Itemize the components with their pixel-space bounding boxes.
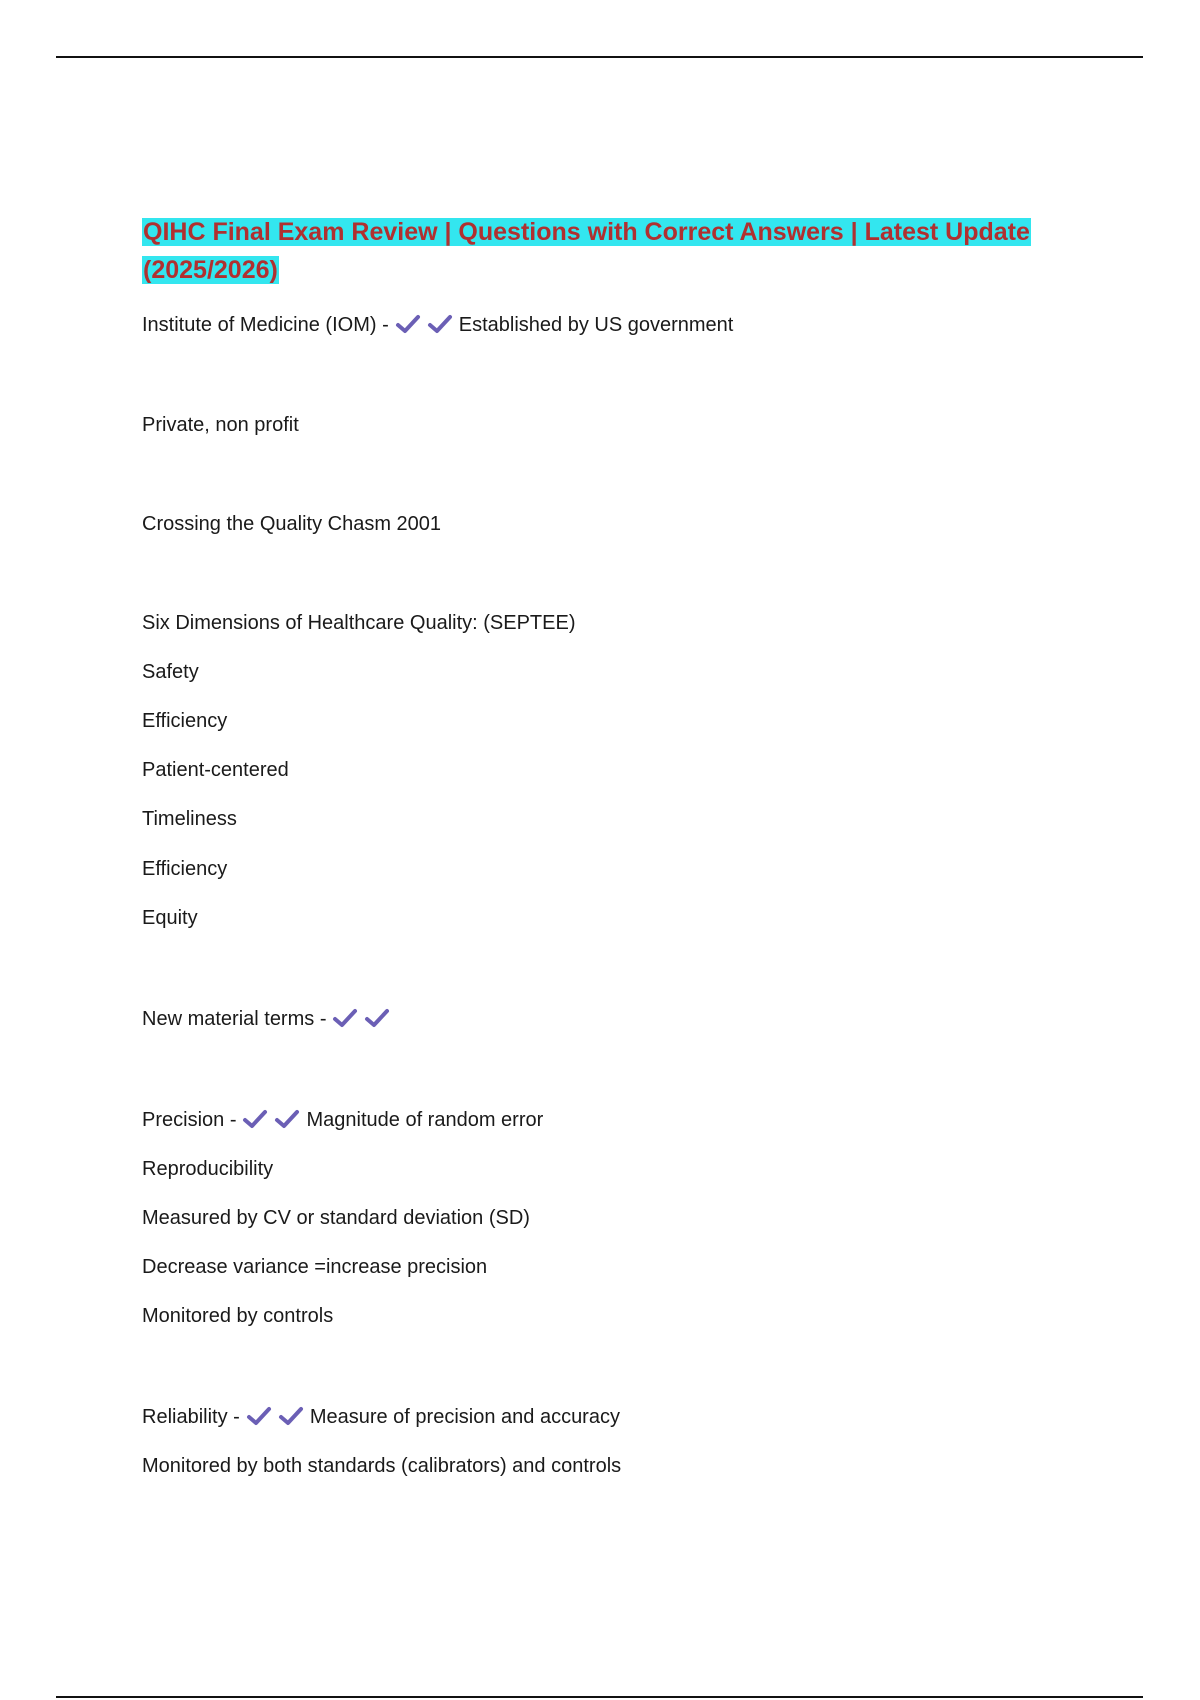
safety-line: Safety xyxy=(142,661,199,683)
reliability-term: Reliability - xyxy=(142,1406,240,1428)
efficiency-line-2: Efficiency xyxy=(142,858,228,880)
reliability-line xyxy=(142,1404,620,1430)
precision-answer: Magnitude of random error xyxy=(306,1109,544,1131)
reliability-answer: Measure of precision and accuracy xyxy=(309,1406,620,1428)
chasm-line: Crossing the Quality Chasm 2001 xyxy=(142,513,442,535)
answer-checks xyxy=(395,312,459,338)
iom-answer: Established by US government xyxy=(458,314,734,336)
top-rule xyxy=(56,56,1143,58)
answer-checks xyxy=(242,1107,306,1133)
checkmark-icon xyxy=(427,314,453,334)
six-dimensions-line: Six Dimensions of Healthcare Quality: (SEPTEE) xyxy=(142,612,576,634)
precision-line xyxy=(142,1107,543,1133)
monitored-both-line: Monitored by both standards (calibrators) and controls xyxy=(142,1455,622,1477)
answer-checks xyxy=(246,1404,310,1430)
efficiency-line-1: Efficiency xyxy=(142,710,228,732)
patient-centered-line: Patient-centered xyxy=(142,759,289,781)
bottom-rule xyxy=(56,1696,1143,1698)
title-line-2: (2025/2026) xyxy=(143,256,278,284)
checkmark-icon xyxy=(364,1008,390,1028)
checkmark-icon xyxy=(395,314,421,334)
checkmark-icon xyxy=(278,1406,304,1426)
title-line-1: QIHC Final Exam Review | Questions with Correct Answers | Latest Update xyxy=(143,218,1030,246)
checkmark-icon xyxy=(274,1109,300,1129)
answer-checks xyxy=(332,1006,396,1032)
reproducibility-line: Reproducibility xyxy=(142,1158,274,1180)
measured-line: Measured by CV or standard deviation (SD) xyxy=(142,1207,530,1229)
monitored-controls-line: Monitored by controls xyxy=(142,1305,334,1327)
timeliness-line: Timeliness xyxy=(142,808,237,830)
decrease-variance-line: Decrease variance =increase precision xyxy=(142,1256,488,1278)
private-line: Private, non profit xyxy=(142,414,299,436)
new-terms-term: New material terms - xyxy=(142,1008,327,1030)
document-title xyxy=(142,213,1042,289)
checkmark-icon xyxy=(332,1008,358,1028)
iom-line xyxy=(142,312,733,338)
new-terms-line xyxy=(142,1006,396,1032)
equity-line: Equity xyxy=(142,907,198,929)
checkmark-icon xyxy=(242,1109,268,1129)
precision-term: Precision - xyxy=(142,1109,237,1131)
checkmark-icon xyxy=(246,1406,272,1426)
iom-term: Institute of Medicine (IOM) - xyxy=(142,314,389,336)
